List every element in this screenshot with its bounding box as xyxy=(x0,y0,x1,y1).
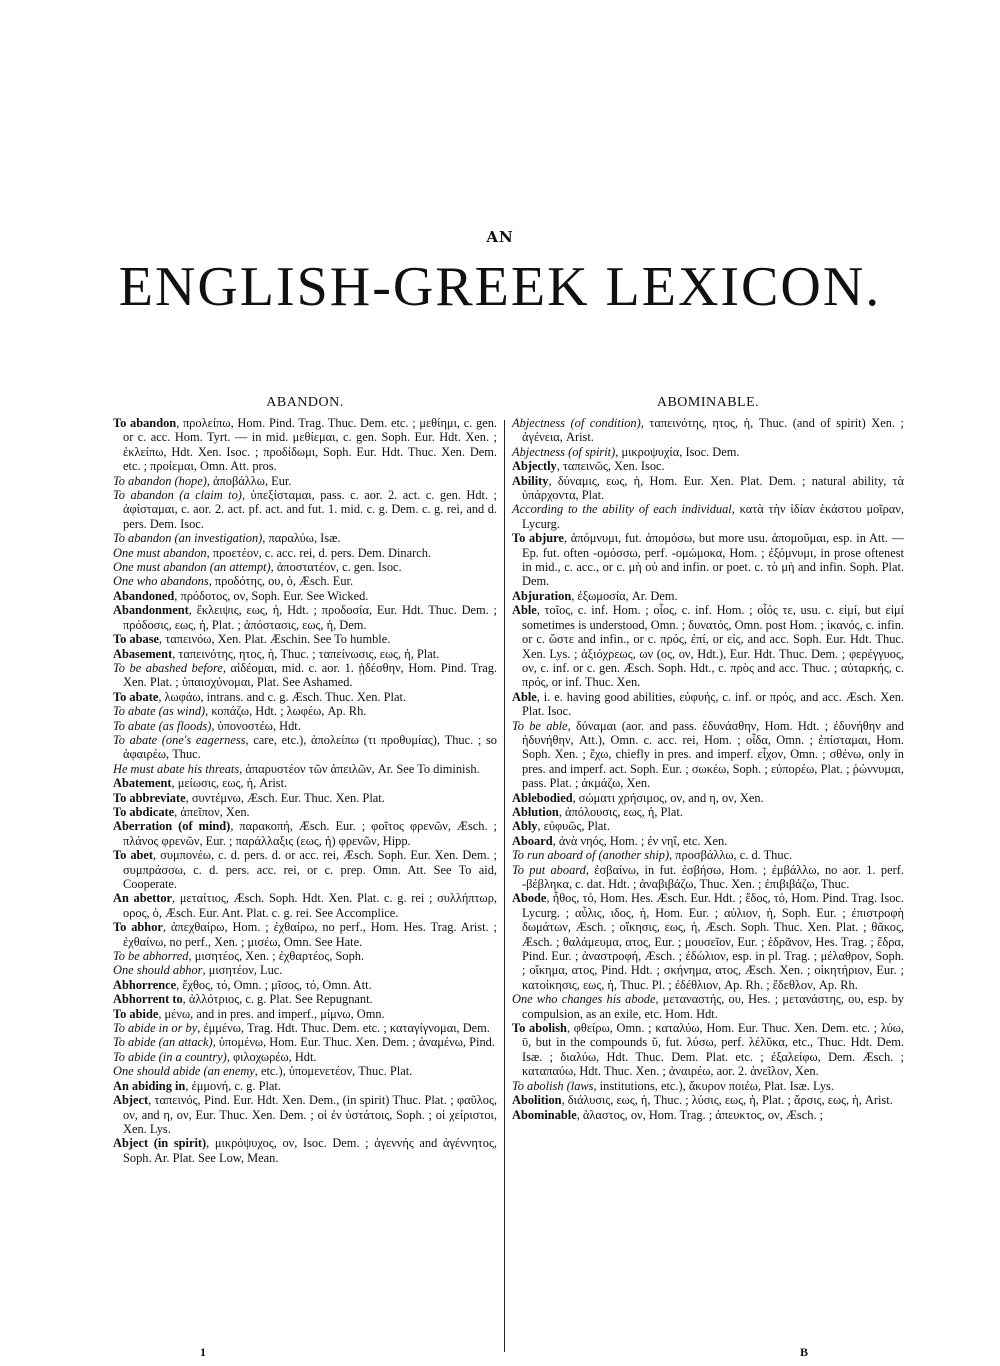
pretitle: AN xyxy=(486,228,514,246)
lexicon-entry: To abhor, ἀπεχθαίρω, Hom. ; ἐχθαίρω, no perf., Hom. Hes. Trag. Arist. ; ἐχθαίνω, no perf., Xen. ; μισέω, Omn. See Hate. xyxy=(113,920,497,949)
lexicon-entry: One must abandon (an attempt), ἀποστατέον, c. gen. Isoc. xyxy=(113,560,402,575)
lexicon-entry: To abandon, προλείπω, Hom. Pind. Trag. Thuc. Dem. etc. ; μεθίημι, c. gen. or c. acc. Hom. Tyrt. — in mid. μεθίεμαι, c. gen. Soph. Eur. Hdt. Xen. ; ἐκλείπω, Hdt. Xen. Isoc. ; προδίδωμι, Soph. Eur. Hdt. Thuc. Xen. Dem. etc. ; προίεμαι, Omn. Att. pros. xyxy=(113,416,498,474)
lexicon-entry: To abandon (a claim to), ὑπεξίσταμαι, pass. c. aor. 2. act. c. gen. Hdt. ; ἀφίσταμαι, c. aor. 2. act. pf. act. and fut. 1. mid. c. g. Dem. c. g. rei, and d. pers. Dem. Isoc. xyxy=(113,488,497,531)
lexicon-entry: One should abhor, μισητέον, Luc. xyxy=(113,963,283,978)
running-head-left: ABANDON. xyxy=(266,395,344,410)
lexicon-entry: One must abandon, προετέον, c. acc. rei, d. pers. Dem. Dinarch. xyxy=(113,545,431,560)
lexicon-entry: He must abate his threats, ἀπαρυστέον τῶν ἀπειλῶν, Ar. See To diminish. xyxy=(113,761,480,776)
lexicon-entry: Abjectness (of spirit), μικροψυχία, Isoc. Dem. xyxy=(512,444,740,459)
lexicon-entry: To abide, μένω, and in pres. and imperf., μίμνω, Omn. xyxy=(113,1006,385,1021)
lexicon-entry: Abjectly, ταπεινῶς, Xen. Isoc. xyxy=(512,459,665,474)
lexicon-entry: According to the ability of each individual, κατὰ τὴν ἰδίαν ἑκάστου μοῖραν, Lycurg. xyxy=(512,502,904,531)
lexicon-entry: Abjuration, ἐξωμοσία, Ar. Dem. xyxy=(512,588,678,603)
running-head-right: ABOMINABLE. xyxy=(656,395,760,410)
lexicon-entry: To be able, δύναμαι (aor. and pass. ἐδυνάσθην, Hom. Hdt. ; ἐδυνήθην and ἠδυνήθην, Att.), Omn. c. acc. rei, Hom. ; οἶδα, Omn. ; ἐπίσταμαι, Hom. Soph. Xen. ; ἔχω, chiefly in pres. and imperf. εἶχον, Omn. ; σθένω, only in pres. and imperf. act. Soph. Eur. ; σωκέω, Soph. ; εὐπορέω, Plat. ; ῥώννυμαι, pass. Plat. ; ἀκμάζω, Xen. xyxy=(512,718,904,791)
lexicon-entry: To abide in or by, ἐμμένω, Trag. Hdt. Thuc. Dem. etc. ; καταγίγνομαι, Dem. xyxy=(113,1021,490,1036)
lexicon-entry: To put aboard, ἐσβαίνω, in fut. ἐσβήσω, Hom. ; ἐμβάλλω, no aor. 1. perf. -βέβληκα, c. dat. Hdt. ; ἀναβιβάζω, Thuc. Xen. ; ἐπιβιβάζω, Thuc. xyxy=(512,862,904,891)
lexicon-entry: To abolish, φθείρω, Omn. ; καταλύω, Hom. Eur. Thuc. Xen. Dem. etc. ; λύω, ῡ, but in the compounds ῠ, fut. λύσω, perf. λέλῠκα, etc., Thuc. Hdt. Dem. Isæ. ; διαλύω, Hdt. Thuc. Dem. Plat. etc. ; ἐξαλείφω, Dem. Æsch. ; καταπαύω, Hdt. Thuc. Xen. ; ἀναιρέω, aor. 2. ἀνεῖλον, Xen. xyxy=(512,1021,904,1079)
lexicon-entry: One who changes his abode, μεταναστής, ου, Hes. ; μετανάστης, ου, esp. by compulsion, as an exile, etc. Hom. Hdt. xyxy=(512,992,904,1021)
lexicon-entry: To abate (one's eagerness, care, etc.), ἀπολείπω (τι προθυμίας), Thuc. ; so ἀφαιρέω, Thuc. xyxy=(113,732,497,762)
right-column xyxy=(512,396,904,1122)
lexicon-entry: An abettor, μεταίτιος, Æsch. Soph. Hdt. Xen. Plat. c. g. rei ; συλλήπτωρ, ορος, ὁ, Æsch. Eur. Ant. Plat. c. g. rei. See Accomplice. xyxy=(113,891,497,920)
left-column xyxy=(113,396,497,1165)
lexicon-entry: Abandoned, πρόδοτος, ον, Soph. Eur. See Wicked. xyxy=(113,588,369,603)
lexicon-entry: Abode, ἦθος, τό, Hom. Hes. Æsch. Eur. Hdt. ; ἕδος, τό, Hom. Pind. Trag. Isoc. Lycurg. ; αὖλις, ιδος, ἡ, Hom. Eur. ; αὐλιον, ἡ, Soph. Eur. ; ἐπιστροφὴ δωμάτων, Æsch. ; οἴκησις, εως, ἡ, Æsch. Soph. Thuc. Xen. Plat. ; θᾶκος, Æsch. ; θαλάμευμα, ατος, Eur. ; μουσεῖον, Eur. ; ἑδρᾶνον, Hes. Trag. ; ἕδρα, Pind. Eur. ; ἀναστροφή, Æsch. ; ἐδώλιον, esp. in pl. Trag. ; μέλαθρον, Soph. ; οἴκημα, ατος, Pind. Hdt. ; σκήνημα, ατος, Æsch. Xen. ; οἰκητήριον, Eur. ; κατοίκησις, εως, ἡ, Thuc. Pl. ; ἐδέθλιον, Ap. Rh. ; ἔδεθλον, Ap. Rh. xyxy=(512,891,904,992)
lexicon-entry: Abasement, ταπεινότης, ητος, ἡ, Thuc. ; ταπείνωσις, εως, ἡ, Plat. xyxy=(113,646,440,661)
lexicon-entry: Abhorrent to, ἀλλότριος, c. g. Plat. See Repugnant. xyxy=(113,992,373,1007)
lexicon-entry: To abandon (an investigation), παραλύω, Isæ. xyxy=(113,531,341,546)
lexicon-entry: To abide (an attack), ὑπομένω, Hom. Eur. Thuc. Xen. Dem. ; ἀναμένω, Pind. xyxy=(113,1035,495,1050)
lexicon-entry: Ably, εὐφυῶς, Plat. xyxy=(512,819,610,834)
lexicon-entry: To abolish (laws, institutions, etc.), ἄκυρον ποιέω, Plat. Isæ. Lys. xyxy=(512,1078,834,1093)
lexicon-entry: Abolition, διάλυσις, εως, ἡ, Thuc. ; λύσις, εως, ἡ, Plat. ; ἄρσις, εως, ἡ, Arist. xyxy=(512,1093,893,1108)
column-divider xyxy=(504,420,505,1352)
page-number: 1 xyxy=(200,1345,206,1359)
left-entries xyxy=(113,416,497,1165)
lexicon-entry: Able, i. e. having good abilities, εὐφυής, c. inf. or πρός, and acc. Æsch. Xen. Plat. Isoc. xyxy=(512,689,904,719)
lexicon-entry: An abiding in, ἐμμονή, c. g. Plat. xyxy=(113,1078,281,1093)
lexicon-entry: To abbreviate, συντέμνω, Æsch. Eur. Thuc. Xen. Plat. xyxy=(113,790,385,805)
lexicon-entry: To abandon (hope), ἀποβάλλω, Eur. xyxy=(113,473,292,488)
lexicon-entry: Aberration (of mind), παρακοπή, Æsch. Eur. ; φοῖτος φρενῶν, Æsch. ; πλάνος φρενῶν, Eur. ; παράλλαξις (εως, ἡ) φρενῶν, Hipp. xyxy=(113,819,497,848)
lexicon-entry: Ablution, ἀπόλουσις, εως, ἡ, Plat. xyxy=(512,804,683,819)
lexicon-entry: To abdicate, ἀπεῖπον, Xen. xyxy=(113,804,250,819)
lexicon-entry: To abate, λωφάω, intrans. and c. g. Æsch. Thuc. Xen. Plat. xyxy=(113,689,407,704)
lexicon-entry: One should abide (an enemy, etc.), ὑπομενετέον, Thuc. Plat. xyxy=(113,1064,413,1079)
lexicon-entry: Abatement, μείωσις, εως, ἡ, Arist. xyxy=(113,776,288,791)
page-title: ENGLISH-GREEK LEXICON. xyxy=(118,256,882,318)
lexicon-entry: Abjectness (of condition), ταπεινότης, ητος, ἡ, Thuc. (and of spirit) Xen. ; ἀγένεια, Arist. xyxy=(512,416,904,445)
lexicon-entry: To abide (in a country), φιλοχωρέω, Hdt. xyxy=(113,1049,317,1064)
lexicon-entry: To be abashed before, αἰδέομαι, mid. c. aor. 1. ᾐδέσθην, Hom. Pind. Trag. Xen. Plat. ; ὑπαισχύνομαι, Plat. See Ashamed. xyxy=(113,660,497,690)
lexicon-entry: To abate (as wind), κοπάζω, Hdt. ; λωφέω, Ap. Rh. xyxy=(113,704,367,719)
signature-mark: B xyxy=(800,1345,809,1359)
lexicon-entry: Abhorrence, ἔχθος, τό, Omn. ; μῖσος, τό, Omn. Att. xyxy=(113,977,372,992)
lexicon-entry: Ability, δύναμις, εως, ἡ, Hom. Eur. Xen. Plat. Dem. ; natural ability, τὰ ὑπάρχοντα, Plat. xyxy=(512,473,904,503)
lexicon-entry: Abandonment, ἔκλειψις, εως, ἡ, Hdt. ; προδοσία, Eur. Hdt. Thuc. Dem. ; πρόδοσις, εως, ἡ, Plat. ; ἀπόστασις, εως, ἡ, Dem. xyxy=(113,603,497,632)
lexicon-entry: To abase, ταπεινόω, Xen. Plat. Æschin. See To humble. xyxy=(113,632,391,647)
lexicon-entry: To be abhorred, μισητέος, Xen. ; ἐχθαρτέος, Soph. xyxy=(113,949,365,964)
lexicon-entry: Aboard, ἀνὰ νηός, Hom. ; ἐν νηΐ, etc. Xen. xyxy=(512,833,728,848)
lexicon-entry: Ablebodied, σώματι χρήσιμος, ον, and η, ον, Xen. xyxy=(512,790,764,805)
lexicon-entry: Able, τοῖος, c. inf. Hom. ; οἷος, c. inf. Hom. ; οἷός τε, usu. c. εἰμί, but εἰμί sometimes is understood, Omn. ; δυνατός, Omn. post Hom. ; ἱκανός, c. infin. or c. ὥστε and infin., or c. πρός, ἐπί, or εἰς, and acc. Soph. Eur. Hdt. Thuc. Xen. Lys. ; ἀξιόχρεως, ων (ος, ον, Hdt.), Eur. Hdt. Thuc. Dem. ; φερέγγυος, ον, c. inf. or c. gen. Æsch. Soph. Hdt., c. πρὸς and acc. Thuc. ; αὐταρκής, c. πρός, or inf. Thuc. Xen. xyxy=(512,603,904,690)
lexicon-entry: Abject, ταπεινός, Pind. Eur. Hdt. Xen. Dem., (in spirit) Thuc. Plat. ; φαῦλος, ον, and η, ον, Eur. Thuc. Xen. Dem. ; οἱ ἐν ὑστάτοις, Soph. ; οἱ χείριστοι, Xen. Lys. xyxy=(113,1093,497,1136)
lexicon-entry: To abjure, ἀπόμνυμι, fut. ἀπομόσω, but more usu. ἀπομοῦμαι, esp. in Att. — Ep. fut. often -ομόσσω, perf. -ομώμοκα, Hom. ; ἐξόμνυμι, in prose oftenest in mid., c. acc., or c. μὴ οὐ and infin. or poet. c. τὸ μὴ and infin. Soph. Plat. Dem. xyxy=(512,531,904,589)
lexicon-entry: Abominable, ἀλαστος, ον, Hom. Trag. ; ἀπευκτος, ον, Æsch. ; xyxy=(512,1107,824,1122)
right-entries xyxy=(512,416,904,1122)
lexicon-entry: One who abandons, προδότης, ου, ὁ, Æsch. Eur. xyxy=(113,574,354,589)
lexicon-entry: Abject (in spirit), μικρόψυχος, ον, Isoc. Dem. ; ἀγεννής and ἀγέννητος, Soph. Ar. Plat. See Low, Mean. xyxy=(113,1136,497,1165)
lexicon-entry: To run aboard of (another ship), προσβάλλω, c. d. Thuc. xyxy=(512,848,793,863)
lexicon-entry: To abet, συμπονέω, c. d. pers. d. or acc. rei, Æsch. Soph. Eur. Xen. Dem. ; συμπράσσω, c. d. pers. acc. rei, or c. prep. Omn. Att. See To aid, Cooperate. xyxy=(113,848,497,891)
lexicon-entry: To abate (as floods), ὑπονοστέω, Hdt. xyxy=(113,718,301,733)
